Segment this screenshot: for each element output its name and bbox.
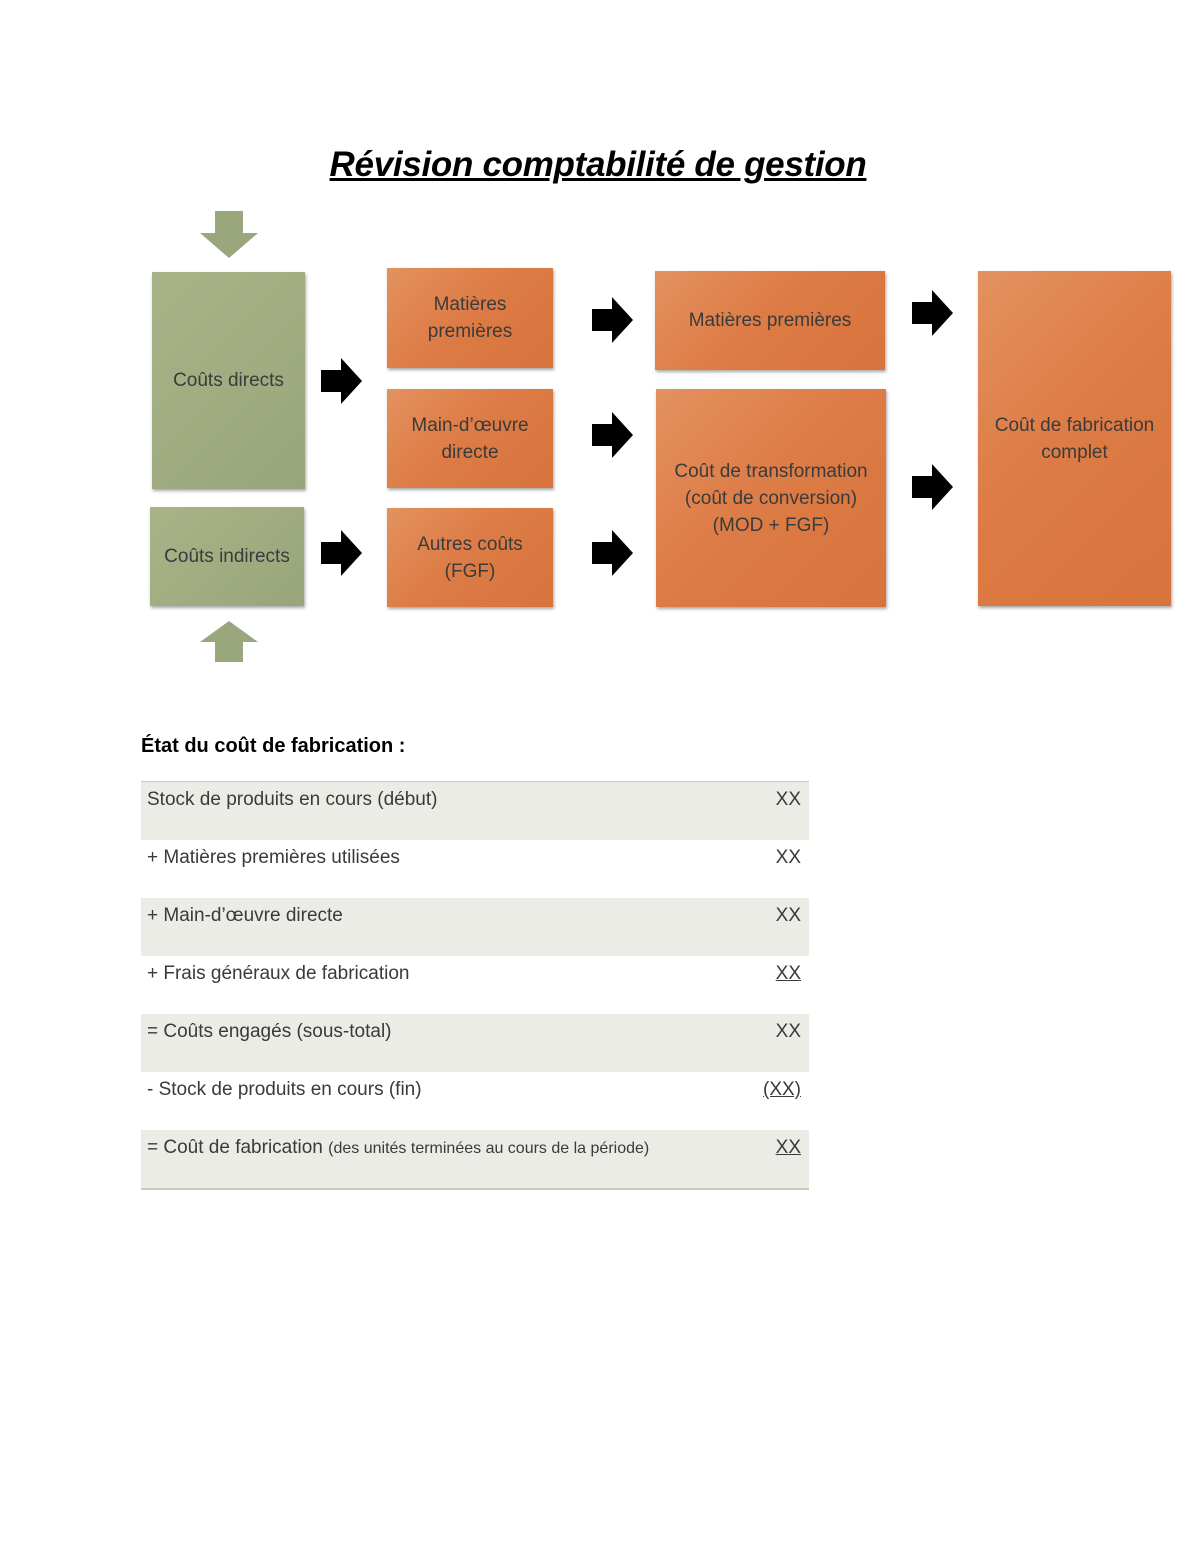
row-label bbox=[147, 1137, 649, 1159]
table-row bbox=[141, 840, 809, 898]
cost-statement-table bbox=[141, 781, 809, 1190]
cout-transformation-label: Coût de transformation (coût de conversion) (MOD + FGF) bbox=[674, 461, 868, 536]
row-label-text: = Coûts engagés (sous-total) bbox=[147, 1021, 392, 1042]
row-label-text: = Coût de fabrication bbox=[147, 1137, 323, 1158]
couts-indirects-box bbox=[150, 507, 304, 606]
page-title: Révision comptabilité de gestion bbox=[329, 145, 867, 184]
table-row bbox=[141, 1014, 809, 1072]
down-arrow-icon bbox=[198, 211, 260, 259]
couts-indirects-label: Coûts indirects bbox=[164, 546, 290, 567]
table-row bbox=[141, 956, 809, 1014]
right-arrow-icon bbox=[592, 530, 634, 576]
row-label-text: Stock de produits en cours (début) bbox=[147, 789, 438, 810]
row-label bbox=[147, 963, 409, 985]
right-arrow-icon bbox=[321, 358, 363, 404]
right-arrow-icon bbox=[592, 412, 634, 458]
row-value: (XX) bbox=[763, 1079, 801, 1100]
main-oeuvre-label: Main-d’œuvre directe bbox=[411, 414, 529, 463]
row-label bbox=[147, 905, 343, 927]
row-label-text: + Main-d’œuvre directe bbox=[147, 905, 343, 926]
right-arrow-icon bbox=[321, 530, 363, 576]
couts-directs-box bbox=[152, 272, 305, 489]
row-value: XX bbox=[775, 1137, 801, 1158]
row-label-text: - Stock de produits en cours (fin) bbox=[147, 1079, 422, 1100]
right-arrow-icon bbox=[912, 290, 954, 336]
row-label bbox=[147, 1079, 422, 1101]
row-value: XX bbox=[775, 905, 801, 926]
matieres-premieres-result-label: Matières premières bbox=[688, 310, 852, 331]
table-row bbox=[141, 782, 809, 840]
row-label-text: + Frais généraux de fabrication bbox=[147, 963, 410, 984]
matieres-premieres-box bbox=[387, 268, 553, 368]
row-label-note: (des unités terminées au cours de la période) bbox=[328, 1140, 650, 1157]
row-value: XX bbox=[775, 1021, 801, 1042]
row-value: XX bbox=[775, 963, 801, 984]
row-label-text: + Matières premières utilisées bbox=[147, 847, 400, 868]
matieres-premieres-result-box bbox=[655, 271, 885, 370]
table-row bbox=[141, 898, 809, 956]
right-arrow-icon bbox=[912, 464, 954, 510]
statement-heading: État du coût de fabrication : bbox=[141, 735, 406, 757]
row-value: XX bbox=[775, 789, 801, 810]
table-row bbox=[141, 1130, 809, 1188]
matieres-premieres-label: Matières premières bbox=[427, 294, 513, 342]
row-label bbox=[147, 789, 437, 811]
up-arrow-icon bbox=[198, 621, 260, 663]
table-row bbox=[141, 1072, 809, 1130]
row-value: XX bbox=[775, 847, 801, 868]
cout-fabrication-complet-label: Coût de fabrication complet bbox=[994, 415, 1155, 463]
autres-couts-box bbox=[387, 508, 553, 607]
row-label bbox=[147, 847, 400, 869]
autres-couts-label: Autres coûts (FGF) bbox=[417, 533, 523, 582]
couts-directs-label: Coûts directs bbox=[173, 370, 284, 391]
cout-fabrication-complet-box bbox=[978, 271, 1171, 606]
row-label bbox=[147, 1021, 392, 1043]
cout-transformation-box bbox=[656, 389, 886, 607]
main-oeuvre-box bbox=[387, 389, 553, 488]
right-arrow-icon bbox=[592, 297, 634, 343]
